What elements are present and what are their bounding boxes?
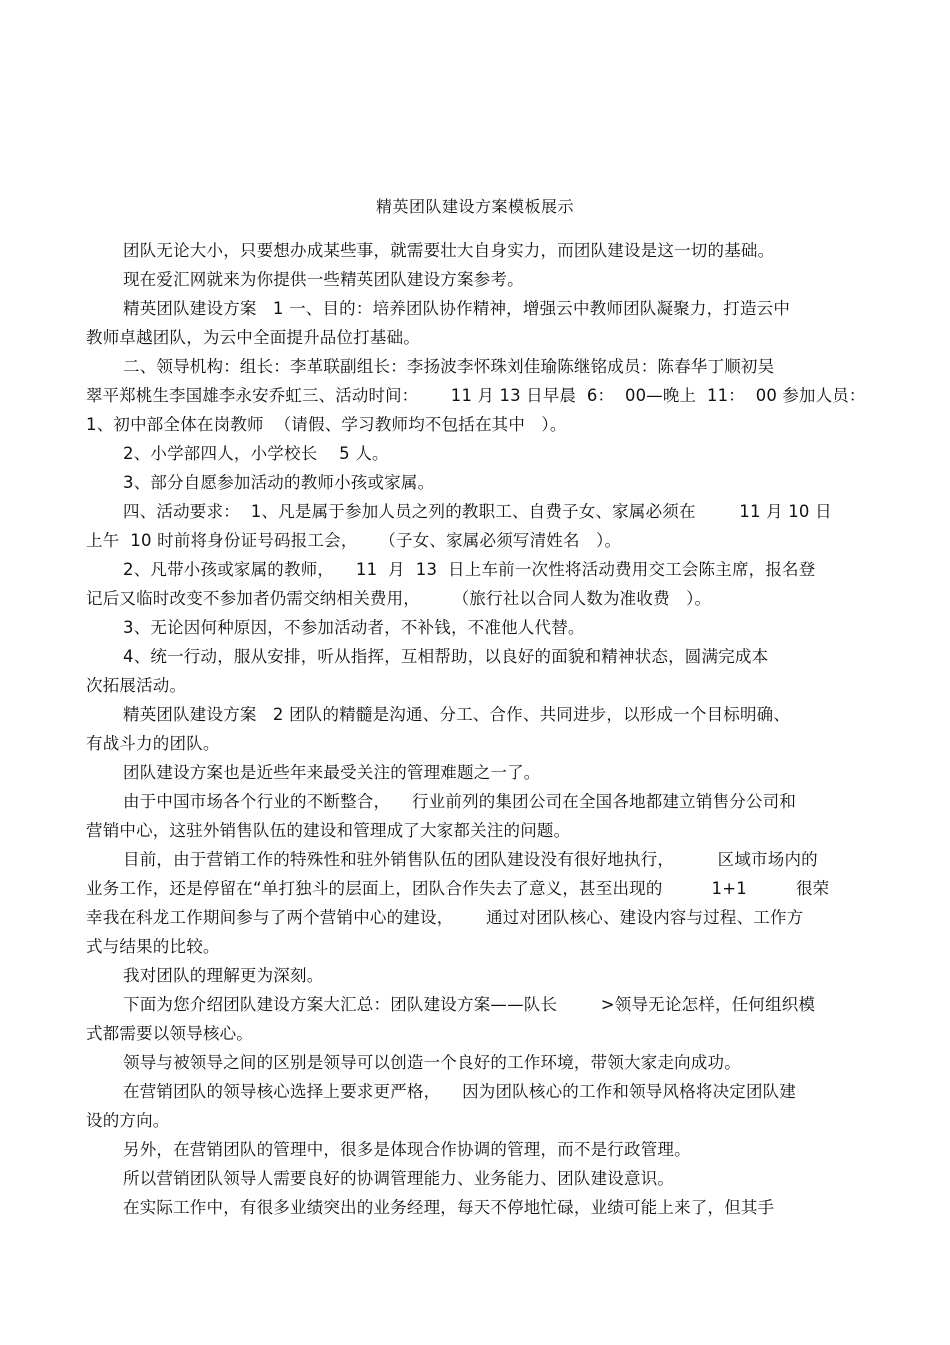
paragraph-line: 领导与被领导之间的区别是领导可以创造一个良好的工作环境，带领大家走向成功。 xyxy=(123,1053,741,1072)
paragraph-line: 1、初中部全体在岗教师 （请假、学习教师均不包括在其中 ）。 xyxy=(86,415,567,434)
paragraph-line: 上午 10 时前将身份证号码报工会， （子女、家属必须写清姓名 ）。 xyxy=(86,531,622,550)
paragraph-line: 所以营销团队领导人需要良好的协调管理能力、业务能力、团队建设意识。 xyxy=(123,1169,675,1188)
paragraph-line: 团队建设方案也是近些年来最受关注的管理难题之一了。 xyxy=(123,763,541,782)
paragraph-line: 3、部分自愿参加活动的教师小孩或家属。 xyxy=(123,473,435,492)
paragraph-line: 式都需要以领导核心。 xyxy=(86,1024,253,1043)
paragraph-line: 次拓展活动。 xyxy=(86,676,187,695)
paragraph-line: 翠平郑桃生李国雄李永安乔虹三、活动时间： 11 月 13 日早晨 6： 00—晚上 11： 00 参加人员： xyxy=(86,386,866,405)
paragraph-line: 式与结果的比较。 xyxy=(86,937,220,956)
paragraph-line: 下面为您介绍团队建设方案大汇总：团队建设方案——队长 >领导无论怎样，任何组织模 xyxy=(123,995,816,1014)
paragraph-line: 另外，在营销团队的管理中，很多是体现合作协调的管理，而不是行政管理。 xyxy=(123,1140,691,1159)
paragraph-line: 教师卓越团队，为云中全面提升品位打基础。 xyxy=(86,328,420,347)
paragraph-line: 在营销团队的领导核心选择上要求更严格， 因为团队核心的工作和领导风格将决定团队建 xyxy=(123,1082,797,1101)
paragraph-line: 精英团队建设方案 1 一、目的：培养团队协作精神，增强云中教师团队凝聚力，打造云中 xyxy=(123,299,791,318)
paragraph-line: 业务工作，还是停留在“单打独斗的层面上，团队合作失去了意义，甚至出现的 1+1 很荣 xyxy=(86,879,830,898)
paragraph-line: 幸我在科龙工作期间参与了两个营销中心的建设， 通过对团队核心、建设内容与过程、工作方 xyxy=(86,908,804,927)
paragraph-line: 由于中国市场各个行业的不断整合， 行业前列的集团公司在全国各地都建立销售分公司和 xyxy=(123,792,797,811)
paragraph-line: 记后又临时改变不参加者仍需交纳相关费用， （旅行社以合同人数为准收费 ）。 xyxy=(86,589,712,608)
paragraph-line: 目前，由于营销工作的特殊性和驻外销售队伍的团队建设没有很好地执行， 区域市场内的 xyxy=(123,850,818,869)
paragraph-line: 3、无论因何种原因，不参加活动者，不补钱，不准他人代替。 xyxy=(123,618,585,637)
paragraph-line: 2、凡带小孩或家属的教师， 11 月 13 日上车前一次性将活动费用交工会陈主席，报名登 xyxy=(123,560,816,579)
paragraph-line: 有战斗力的团队。 xyxy=(86,734,220,753)
paragraph-line: 四、活动要求： 1、凡是属于参加人员之列的教职工、自费子女、家属必须在 11 月 10 日 xyxy=(123,502,832,521)
paragraph-line: 精英团队建设方案 2 团队的精髓是沟通、分工、合作、共同进步，以形成一个目标明确、 xyxy=(123,705,791,724)
document-title: 精英团队建设方案模板展示 xyxy=(375,197,574,216)
paragraph-line: 设的方向。 xyxy=(86,1111,170,1130)
paragraph-line: 二、领导机构：组长：李革联副组长：李扬波李怀珠刘佳瑜陈继铭成员：陈春华丁顺初吴 xyxy=(123,357,775,376)
paragraph-line: 团队无论大小，只要想办成某些事，就需要壮大自身实力，而团队建设是这一切的基础。 xyxy=(123,241,775,260)
paragraph-line: 在实际工作中，有很多业绩突出的业务经理，每天不停地忙碌，业绩可能上来了，但其手 xyxy=(123,1198,775,1217)
paragraph-line: 4、统一行动，服从安排，听从指挥，互相帮助，以良好的面貌和精神状态，圆满完成本 xyxy=(123,647,769,666)
paragraph-line: 我对团队的理解更为深刻。 xyxy=(123,966,324,985)
paragraph-line: 营销中心，这驻外销售队伍的建设和管理成了大家都关注的问题。 xyxy=(86,821,571,840)
paragraph-line: 现在爱汇网就来为你提供一些精英团队建设方案参考。 xyxy=(123,270,524,289)
paragraph-line: 2、小学部四人，小学校长 5 人。 xyxy=(123,444,389,463)
